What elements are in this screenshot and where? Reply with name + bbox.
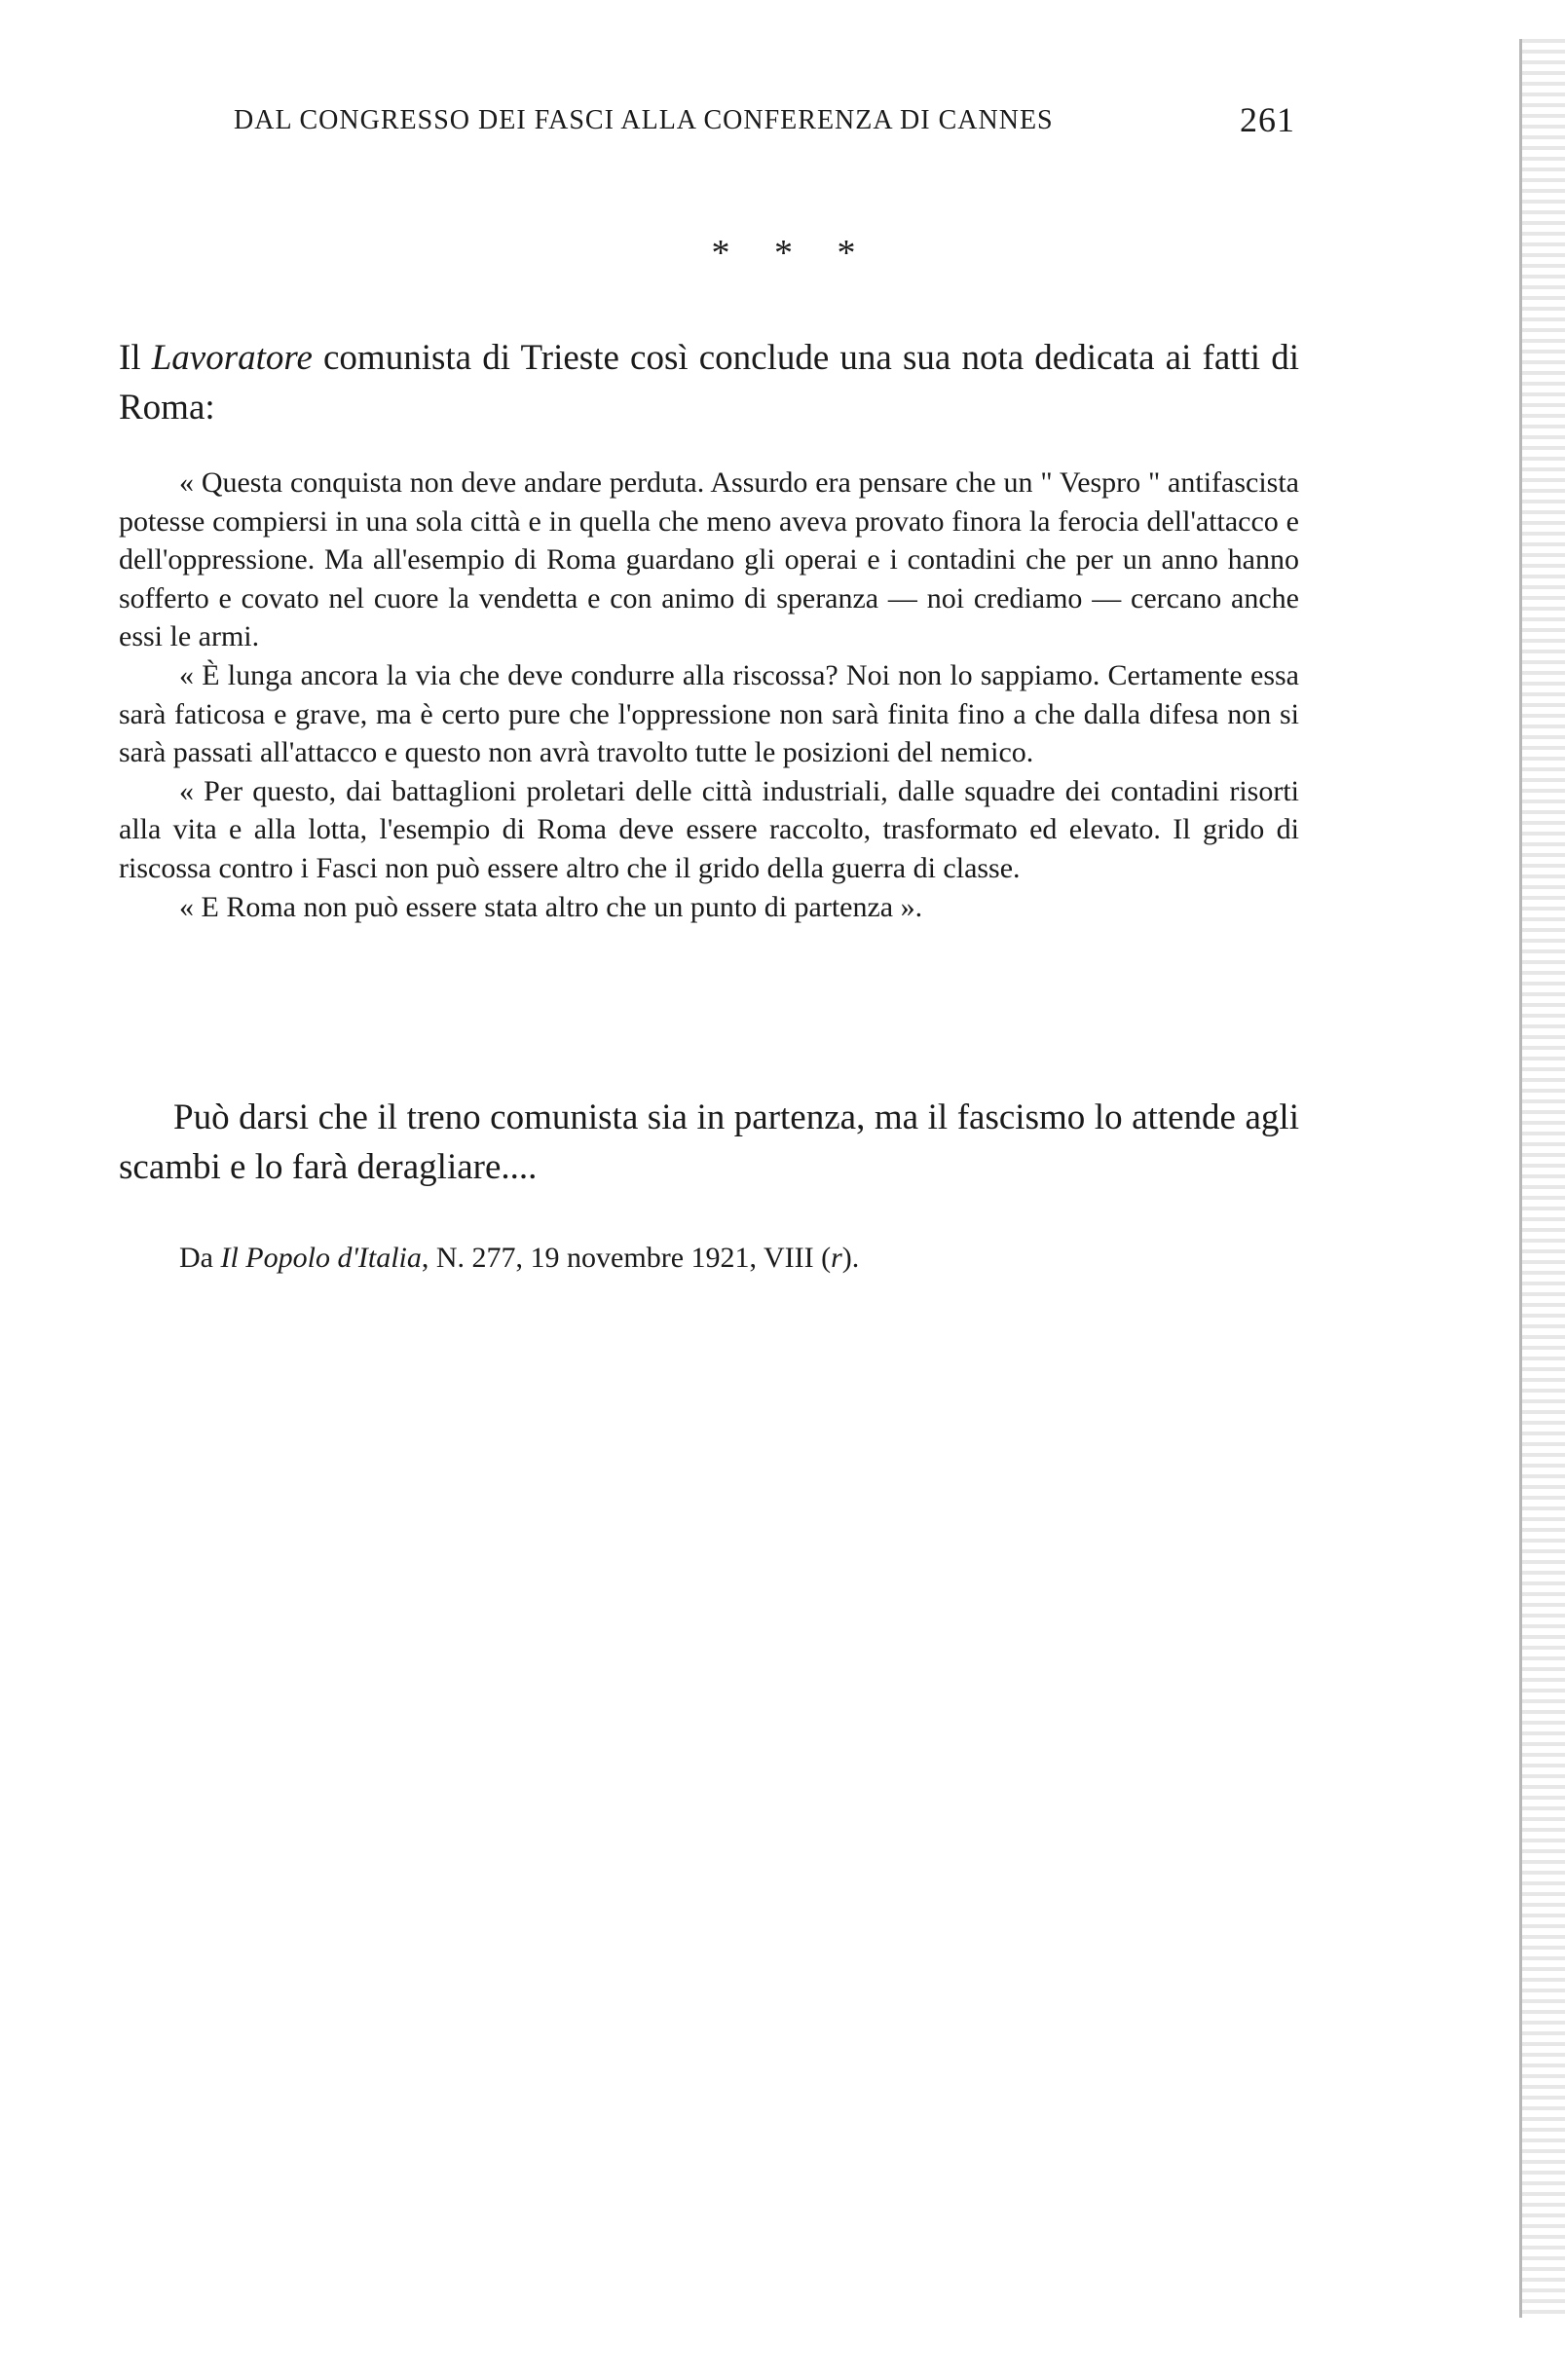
intro-post: comunista di Trieste così conclude una sua nota dedicata ai fatti di Roma: [119, 338, 1299, 428]
source-citation [179, 1242, 1299, 1275]
intro-pre: Il [119, 338, 152, 378]
source-details: , N. 277, 19 novembre 1921, VIII ( [421, 1242, 832, 1274]
source-marker: r [831, 1242, 842, 1274]
source-publication: Il Popolo d'Italia [220, 1242, 422, 1274]
page-number: 261 [1240, 100, 1295, 139]
intro-paragraph [119, 333, 1299, 432]
closing-paragraph: Può darsi che il treno comunista sia in partenza, ma il fascismo lo attende agli scambi e lo farà deragliare.... [119, 1097, 1299, 1187]
quote-paragraph: « Questa conquista non deve andare perduta. Assurdo era pensare che un " Vespro " antifascista potesse compiersi in una sola città e in quella che meno aveva provato finora la ferocia dell'attacco e dell'oppressione. Ma all'esempio di Roma guardano gli operai e i contadini che per un anno hanno sofferto e covato nel cuore la vendetta e con animo di speranza — noi crediamo — cercano anche essi le armi. [119, 466, 1299, 653]
quotation-block [119, 464, 1299, 926]
source-prefix: Da [179, 1242, 221, 1274]
quote-paragraph: « Per questo, dai battaglioni proletari delle città industriali, dalle squadre dei contadini risorti alla vita e alla lotta, l'esempio di Roma deve essere raccolto, trasformato ed elevato. Il grido di riscossa contro i Fasci non può essere altro che il grido della guerra di classe. [119, 774, 1299, 884]
quote-paragraph: « È lunga ancora la via che deve condurre alla riscossa? Noi non lo sappiamo. Certamente essa sarà faticosa e grave, ma è certo pure che l'oppressione non sarà finita fino a che dalla difesa non si sarà passati all'attacco e questo non avrà travolto tutte le posizioni del nemico. [119, 658, 1299, 769]
running-title: DAL CONGRESSO DEI FASCI ALLA CONFERENZA DI CANNES [234, 105, 1054, 135]
quote-paragraph: « E Roma non può essere stata altro che un punto di partenza ». [179, 890, 923, 923]
source-suffix: ). [841, 1242, 860, 1274]
intro-newspaper-title: Lavoratore [151, 338, 313, 378]
section-break: * * * [711, 233, 874, 274]
binding-edge [1519, 39, 1565, 2318]
